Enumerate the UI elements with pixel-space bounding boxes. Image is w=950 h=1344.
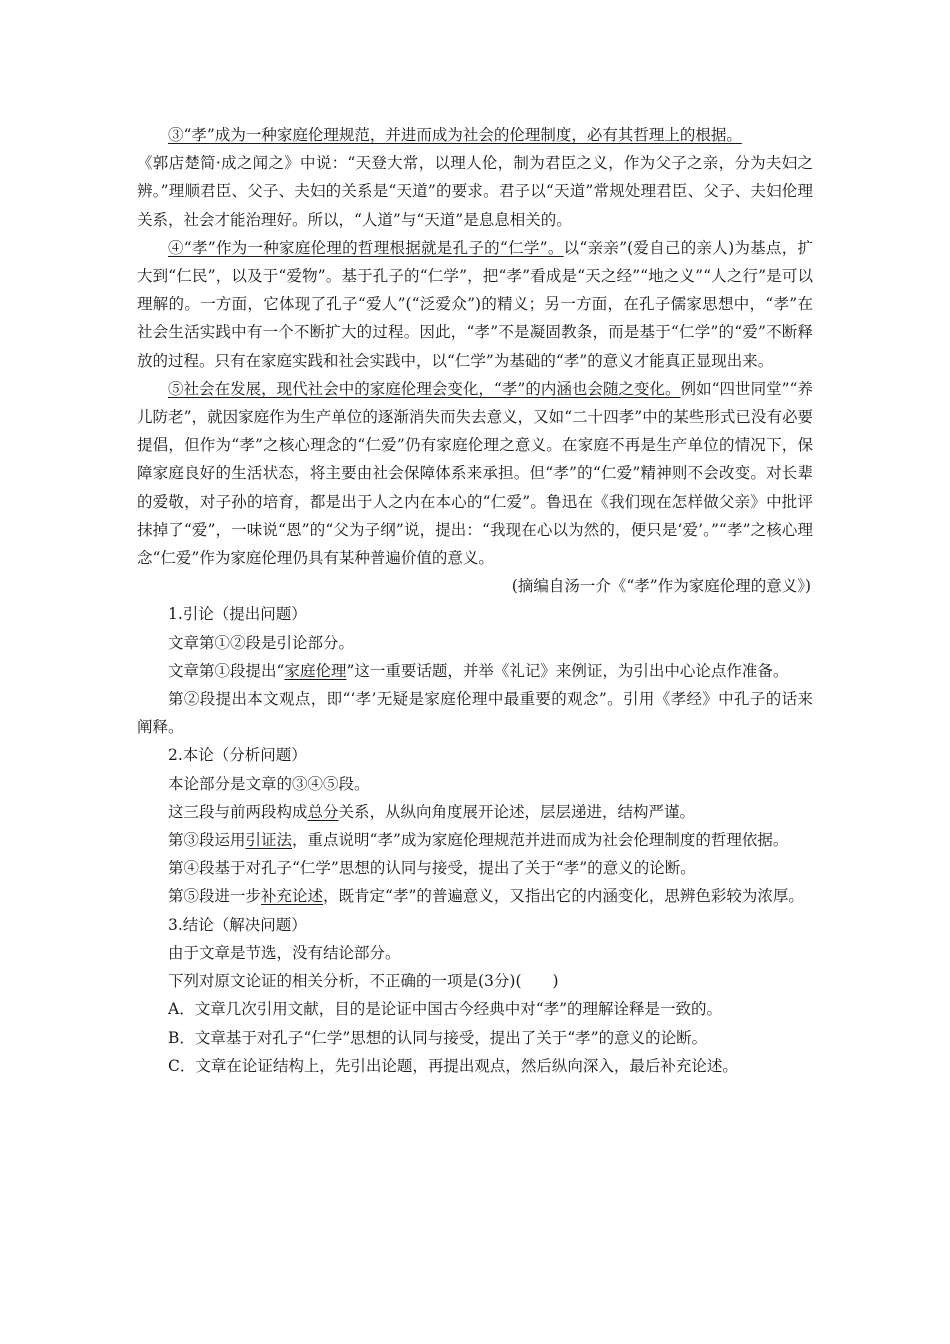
section-1-line-3: 第②段提出本文观点，即“‘孝’无疑是家庭伦理中最重要的观念”。引用《孝经》中孔子的话来阐释。 <box>137 690 813 737</box>
text-span: 第③段运用 <box>168 831 246 850</box>
option-a[interactable]: A．文章几次引用文献，目的是论证中国古今经典中对“孝”的理解诠释是一致的。 <box>168 1000 723 1019</box>
keyword-family-ethics: 家庭伦理 <box>284 661 347 680</box>
paragraph-3-body: 《郭店楚简·成之闻之》中说：“天登大常，以理人伦，制为君臣之义，作为父子之亲，分为夫妇之辨。”理顺君臣、父子、夫妇的关系是“天道”的要求。君子以“天道”常规处理君臣、父子、夫妇伦理关系，社会才能治理好。所以，“人道”与“天道”是息息相关的。 <box>137 154 813 229</box>
keyword-supplementary: 补充论述 <box>261 887 324 906</box>
paragraph-3 <box>137 121 813 149</box>
section-3-title: 3.结论（解决问题） <box>168 915 307 934</box>
paragraph-5-claim: ⑤社会在发展，现代社会中的家庭伦理会变化，“孝”的内涵也会随之变化。 <box>168 379 681 398</box>
question-stem: 下列对原文论证的相关分析，不正确的一项是(3分)( ) <box>168 972 559 991</box>
section-2-line-1: 本论部分是文章的③④⑤段。 <box>168 774 370 793</box>
text-span: 文章第①段提出“ <box>168 661 285 680</box>
keyword-citation-method: 引证法 <box>245 831 293 850</box>
section-2-line-3 <box>137 826 813 854</box>
section-2-line-4: 第④段基于对孔子“仁学”思想的认同与接受，提出了关于“孝”的意义的论断。 <box>168 859 696 878</box>
text-span: 第⑤段进一步 <box>168 887 262 906</box>
keyword-general-specific: 总分 <box>307 802 339 821</box>
option-c[interactable]: C．文章在论证结构上，先引出论题，再提出观点，然后纵向深入，最后补充论述。 <box>168 1056 738 1075</box>
source-citation: (摘编自汤一介《“孝”作为家庭伦理的意义》) <box>511 577 811 596</box>
paragraph-4-claim: ④“孝”作为一种家庭伦理的哲理根据就是孔子的“仁学”。 <box>168 238 564 257</box>
text-span: ，既肯定“孝”的普遍意义，又指出它的内涵变化，思辨色彩较为浓厚。 <box>323 887 804 906</box>
paragraph-5-body: 例如“四世同堂”“养儿防老”，就因家庭作为生产单位的逐渐消失而失去意义，又如“二十四孝”中的某些形式已没有必要提倡，但作为“孝”之核心理念的“仁爱”仍有家庭伦理之意义。在家庭不再是生产单位的情况下，保障家庭良好的生活状态，将主要由社会保障体系来承担。但“孝”的“仁爱”精神则不会改变。对长辈的爱敬，对子孙的培育，都是出于人之内在本心的“仁爱”。鲁迅在《我们现在怎样做父亲》中批评抹掉了“爱”，一味说“恩”的“父为子纲”说，提出：“我现在心以为然的，便只是‘爱’。”“孝”之核心理念“仁爱”作为家庭伦理仍具有某种普遍价值的意义。 <box>137 379 813 568</box>
paragraph-3-claim: ③“孝”成为一种家庭伦理规范，并进而成为社会的伦理制度，必有其哲理上的根据。 <box>168 126 742 144</box>
option-b[interactable]: B．文章基于对孔子“仁学”思想的认同与接受，提出了关于“孝”的意义的论断。 <box>168 1028 708 1047</box>
section-2-line-5 <box>137 882 813 910</box>
section-1-line-1: 文章第①②段是引论部分。 <box>168 633 355 652</box>
paragraph-4-body: 以“亲亲”(爱自己的亲人)为基点，扩大到“仁民”，以及于“爱物”。基于孔子的“仁学”，把“孝”看成是“天之经”“地之义”“人之行”是可以理解的。一方面，它体现了孔子“爱人”(“泛爱众”)的精义；另一方面，在孔子儒家思想中，“孝”在社会生活实践中有一个不断扩大的过程。因此，“孝”不是凝固教条，而是基于“仁学”的“爱”不断释放的过程。只有在家庭实践和社会实践中，以“仁学”为基础的“孝”的意义才能真正显现出来。 <box>137 238 813 370</box>
document-body <box>137 121 813 1080</box>
text-span: ”这一重要话题，并举《礼记》来例证，为引出中心论点作准备。 <box>346 661 789 680</box>
section-2-line-2 <box>137 798 813 826</box>
text-span: ，重点说明“孝”成为家庭伦理规范并进而成为社会伦理制度的哲理依据。 <box>292 831 789 850</box>
paragraph-4 <box>137 234 813 375</box>
paragraph-5 <box>137 375 813 572</box>
text-span: 关系，从纵向角度展开论述，层层递进，结构严谨。 <box>338 802 696 821</box>
section-3-line-1: 由于文章是节选，没有结论部分。 <box>168 943 401 962</box>
text-span: 这三段与前两段构成 <box>168 802 308 821</box>
section-1-title: 1.引论（提出问题） <box>168 605 307 624</box>
section-2-title: 2.本论（分析问题） <box>168 746 307 765</box>
section-1-line-2 <box>137 657 813 685</box>
